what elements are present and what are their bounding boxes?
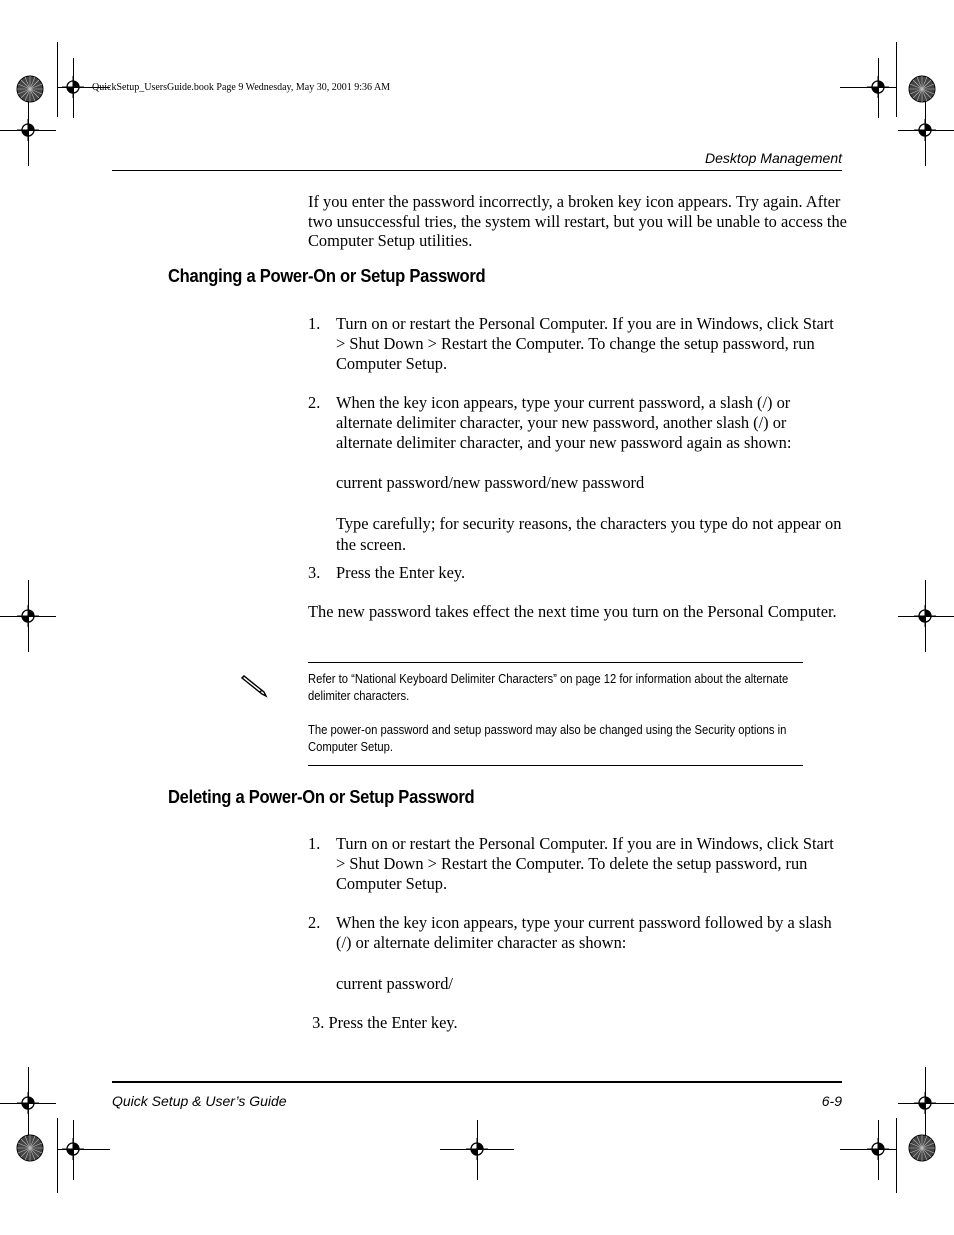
step-text: Turn on or restart the Personal Computer. If you are in Windows, click Start > Shut Down > Restart the Computer. To change the setup password, run Computer Setup. — [336, 314, 834, 373]
note-paragraph: Refer to “National Keyboard Delimiter Characters” on page 12 for information about the alternate delimiter characters. — [308, 672, 789, 703]
result-paragraph: The new password takes effect the next time you turn on the Personal Computer. — [308, 602, 837, 621]
registration-mark-icon — [914, 1092, 936, 1114]
registration-mark-icon — [17, 605, 39, 627]
note-rule-top — [308, 662, 803, 663]
rosette-mark-icon — [908, 75, 936, 103]
crop-line — [57, 42, 58, 117]
book-file-header: QuickSetup_UsersGuide.book Page 9 Wednesday, May 30, 2001 9:36 AM — [92, 82, 391, 93]
rosette-mark-icon — [908, 1134, 936, 1162]
step-number: 2. — [308, 393, 321, 412]
rosette-mark-icon — [16, 75, 44, 103]
footer-book-title: Quick Setup & User’s Guide — [112, 1093, 287, 1109]
registration-mark-icon — [466, 1138, 488, 1160]
header-rule — [112, 170, 842, 171]
crop-line — [57, 1118, 58, 1193]
step-text: When the key icon appears, type your current password followed by a slash (/) or alternate delimiter character as shown: — [336, 913, 832, 952]
step-number: 2. — [308, 913, 321, 932]
note-paragraph: The power-on password and setup password may also be changed using the Security options in Computer Setup. — [308, 723, 787, 754]
password-example: current password/ — [336, 974, 453, 993]
list-item — [308, 393, 848, 453]
step-number: 3. — [308, 563, 321, 582]
password-example: current password/new password/new password — [336, 473, 645, 492]
registration-mark-icon — [867, 1138, 889, 1160]
crop-line — [896, 42, 897, 117]
caution-text: Type carefully; for security reasons, the characters you type do not appear on the screen. — [336, 514, 842, 554]
rosette-mark-icon — [16, 1134, 44, 1162]
registration-mark-icon — [17, 119, 39, 141]
step-number: 1. — [308, 314, 321, 333]
step-text: Press the Enter key. — [336, 563, 466, 582]
list-item — [308, 834, 848, 894]
note-rule-bottom — [308, 765, 803, 766]
pencil-icon — [236, 672, 272, 706]
list-item: 3. Press the Enter key. — [308, 1013, 458, 1032]
registration-mark-icon — [17, 1092, 39, 1114]
registration-mark-icon — [914, 119, 936, 141]
step-text: When the key icon appears, type your current password, a slash (/) or alternate delimiter character, your new password, another slash (/) or alternate delimiter character, and your new password again as shown: — [336, 393, 792, 452]
registration-mark-icon — [62, 1138, 84, 1160]
list-item — [308, 913, 848, 953]
registration-mark-icon — [914, 605, 936, 627]
step-number: 1. — [308, 834, 321, 853]
crop-line — [896, 1118, 897, 1193]
list-item — [308, 314, 848, 374]
list-item — [308, 563, 848, 583]
registration-mark-icon — [62, 76, 84, 98]
section-heading-change: Changing a Power-On or Setup Password — [168, 266, 486, 286]
registration-mark-icon — [867, 76, 889, 98]
section-heading-delete: Deleting a Power-On or Setup Password — [168, 787, 475, 807]
page-number: 6-9 — [821, 1093, 842, 1109]
running-head: Desktop Management — [705, 150, 842, 166]
footer-rule — [112, 1081, 842, 1083]
step-text: Turn on or restart the Personal Computer. If you are in Windows, click Start > Shut Down > Restart the Computer. To delete the setup password, run Computer Setup. — [336, 834, 834, 893]
intro-paragraph: If you enter the password incorrectly, a broken key icon appears. Try again. After two unsuccessful tries, the system will restart, but you will be unable to access the Computer Setup utilities. — [308, 192, 847, 250]
